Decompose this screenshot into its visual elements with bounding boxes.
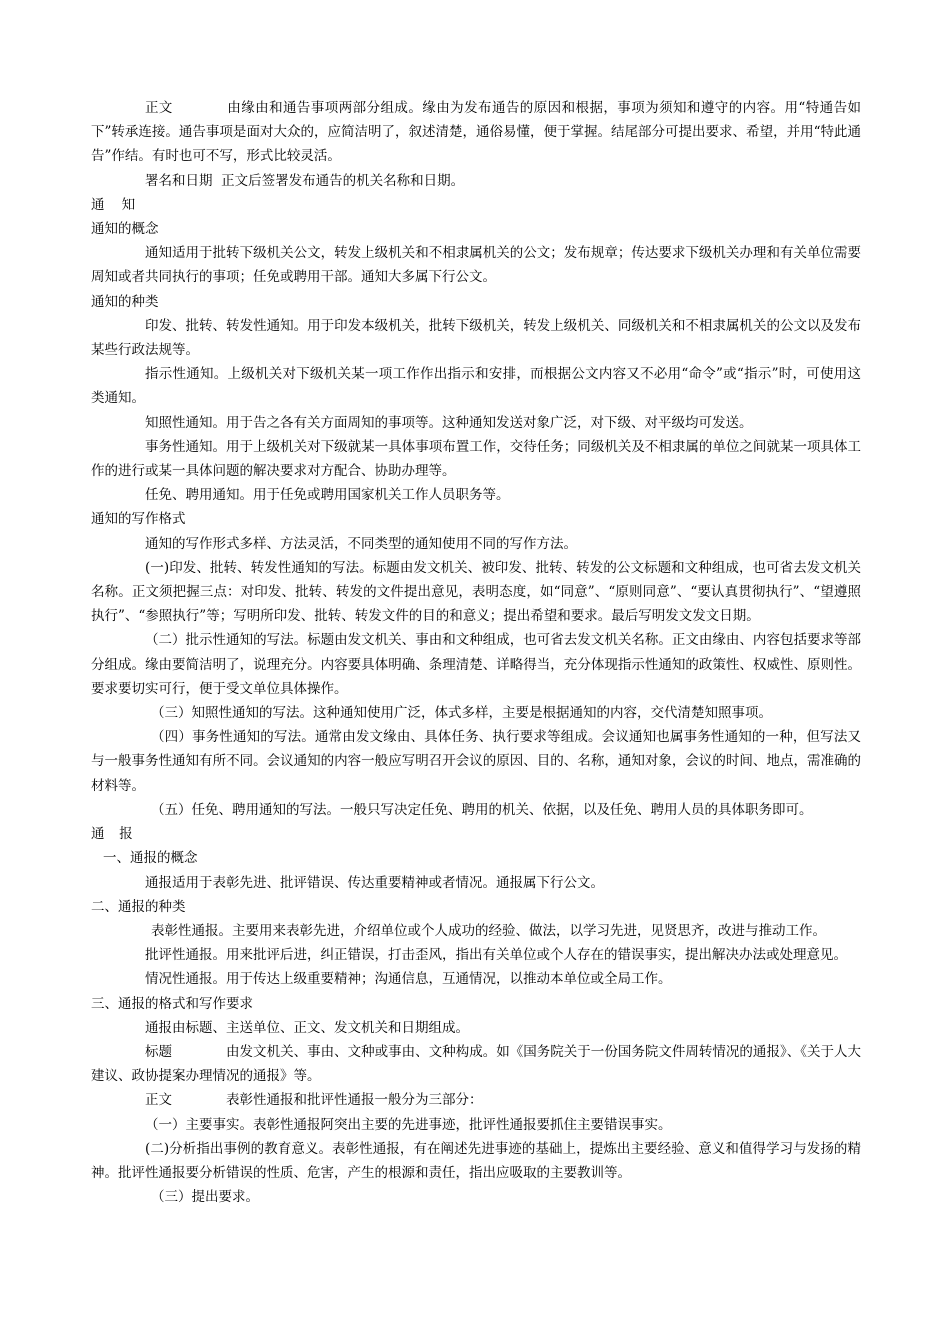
body-paragraph: （二）批示性通知的写法。标题由发文机关、事由和文种组成，也可省去发文机关名称。正文由缘由、内容包括要求等部分组成。缘由要简洁明了，说理充分。内容要具体明确、条理清楚、详略得当，充分体现指示性通知的政策性、权威性、原则性。要求要切实可行，便于受文单位具体操作。 [91,632,861,697]
body-paragraph: 通知的写作形式多样、方法灵活，不同类型的通知使用不同的写作方法。 [145,535,577,552]
body-paragraph: (一)印发、批转、转发性通知的写法。标题由发文机关、被印发、批转、转发的公文标题和文种组成，也可省去发文机关名称。正文须把握三点：对印发、批转、转发的文件提出意见，表明态度，如“同意”、“原则同意”、“要认真贯彻执行”、“望遵照执行”、“参照执行”等；写明所印发、批转、转发文件的目的和意义；提出希望和要求。最后写明发文发文日期。 [91,559,861,625]
body-paragraph: 通报由标题、主送单位、正文、发文机关和日期组成。 [145,1019,469,1036]
section-heading: 三、通报的格式和写作要求 [91,995,253,1012]
body-paragraph: 通知适用于批转下级机关公文，转发上级机关和不相隶属机关的公文；发布规章；传达要求下级机关办理和有关单位需要周知或者共同执行的事项；任免或聘用干部。通知大多属下行公文。 [91,245,861,286]
body-paragraph [91,1040,861,1088]
paragraph-lead: 正文 [145,1092,172,1109]
body-paragraph: 表彰性通报。主要用来表彰先进，介绍单位或个人成功的经验、做法，以学习先进，见贤思齐，改进与推动工作。 [151,922,826,939]
section-heading: 通知的种类 [91,293,159,310]
body-paragraph [91,1088,861,1112]
paragraph-text: 由缘由和通告事项两部分组成。缘由为发布通告的原因和根据，事项为须知和遵守的内容。用“特通告如下”转承连接。通告事项是面对大众的，应简洁明了，叙述清楚，通俗易懂，便于掌握。结尾部分可提出要求、希望，并用“特此通告”作结。有时也可不写，形式比较灵活。 [91,100,861,165]
body-paragraph: 印发、批转、转发性通知。用于印发本级机关，批转下级机关，转发上级机关、同级机关和不相隶属机关的公文以及发布某些行政法规等。 [91,317,861,359]
paragraph-lead: 标题 [145,1043,173,1060]
section-heading: 通 知 [91,196,136,213]
body-paragraph: 任免、聘用通知。用于任免或聘用国家机关工作人员职务等。 [145,487,510,504]
section-heading: 通 报 [91,826,135,843]
section-heading: 二、通报的种类 [91,898,186,915]
body-paragraph: 通报适用于表彰先进、批评错误、传达重要精神或者情况。通报属下行公文。 [145,874,604,891]
document-page [91,96,861,1209]
body-paragraph: (二)分析指出事例的教育意义。表彰性通报，有在阐述先进事迹的基础上，提炼出主要经验、意义和值得学习与发扬的精神。批评性通报要分析错误的性质、危害，产生的根源和责任，指出应吸取的主要教训等。 [91,1140,861,1181]
body-paragraph: 情况性通报。用于传达上级重要精神；沟通信息，互通情况，以推动本单位或全局工作。 [145,971,672,988]
body-paragraph: （三）知照性通知的写法。这种通知使用广泛，体式多样，主要是根据通知的内容，交代清楚知照事项。 [151,705,772,722]
body-paragraph: 知照性通知。用于告之各有关方面周知的事项等。这种通知发送对象广泛，对下级、对平级均可发送。 [145,414,753,431]
body-paragraph: （一）主要事实。表彰性通报阿突出主要的先进事迹，批评性通报要抓住主要错误事实。 [145,1116,672,1133]
section-heading: 通知的写作格式 [91,511,186,528]
paragraph-text: 由发文机关、事由、文种或事由、文种构成。如《国务院关于一份国务院文件周转情况的通报》、《关于人大建议、政协提案办理情况的通报》等。 [91,1043,862,1085]
body-paragraph: （三）提出要求。 [151,1189,259,1206]
body-paragraph: 署名和日期 正文后签署发布通告的机关名称和日期。 [145,172,465,189]
body-paragraph [91,96,861,169]
section-heading: 通知的概念 [91,221,159,238]
body-paragraph: （五）任免、聘用通知的写法。一般只写决定任免、聘用的机关、依据，以及任免、聘用人员的具体职务即可。 [151,801,813,818]
body-paragraph: （四）事务性通知的写法。通常由发文缘由、具体任务、执行要求等组成。会议通知也属事务性通知的一种，但写法又与一般事务性通知有所不同。会议通知的内容一般应写明召开会议的原因、目的、名称，通知对象，会议的时间、地点，需准确的材料等。 [91,729,861,794]
body-paragraph: 事务性通知。用于上级机关对下级就某一具体事项布置工作，交待任务；同级机关及不相隶属的单位之间就某一项具体工作的进行或某一具体问题的解决要求对方配合、协助办理等。 [91,438,861,480]
body-paragraph: 批评性通报。用来批评后进，纠正错误，打击歪风，指出有关单位或个人存在的错误事实，提出解决办法或处理意见。 [145,947,847,964]
body-paragraph: 指示性通知。上级机关对下级机关某一项工作作出指示和安排，而根据公文内容又不必用“命令”或“指示”时，可使用这类通知。 [91,366,861,407]
paragraph-text: 表彰性通报和批评性通报一般分为三部分： [226,1092,483,1109]
section-heading: 一、通报的概念 [103,850,198,867]
paragraph-lead: 正文 [145,100,173,116]
